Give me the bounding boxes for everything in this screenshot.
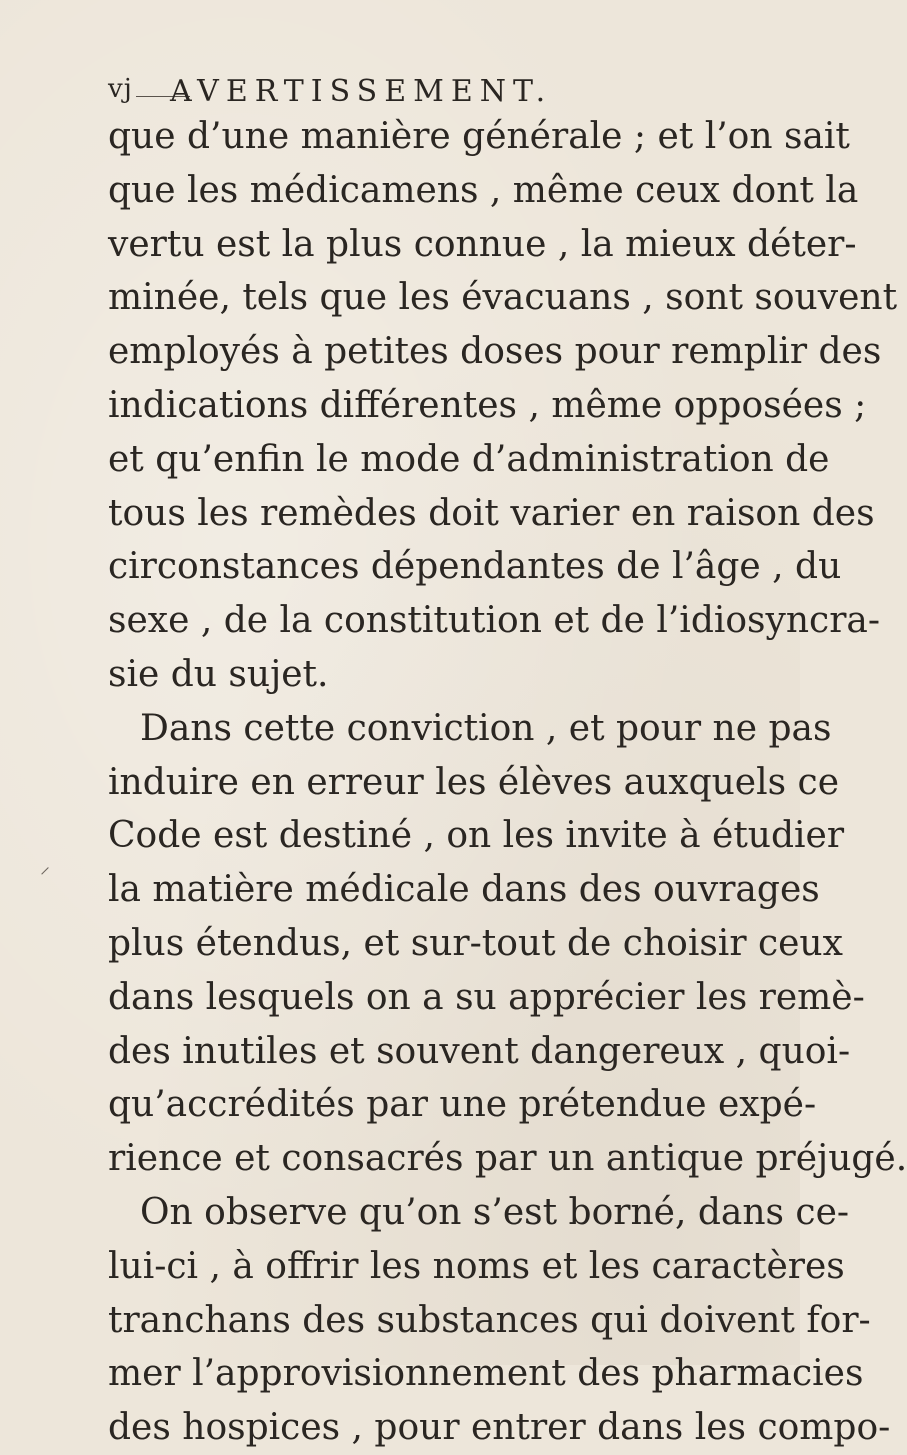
text-line: On observe qu’on s’est borné, dans ce-: [140, 1191, 850, 1233]
text-line: tranchans des substances qui doivent for-: [108, 1299, 871, 1341]
text-line: qu’accrédités par une prétendue expé-: [108, 1084, 817, 1126]
page-number: vj: [108, 74, 133, 104]
text-line: des hospices , pour entrer dans les compo-: [108, 1407, 891, 1449]
text-line: la matière médicale dans des ouvrages: [108, 869, 820, 911]
text-line: rience et consacrés par un antique préjugé.: [108, 1138, 907, 1180]
text-line: sie du sujet.: [108, 653, 329, 695]
text-line: induire en erreur les élèves auxquels ce: [108, 761, 840, 803]
text-line: dans lesquels on a su apprécier les remè-: [108, 976, 865, 1018]
text-line: indications différentes , même opposées ;: [108, 384, 867, 426]
page-header: [108, 74, 708, 114]
text-line: employés à petites doses pour remplir des: [108, 331, 882, 373]
margin-mark-icon: ⸝: [40, 854, 50, 878]
text-line: vertu est la plus connue , la mieux déter-: [108, 223, 857, 265]
text-line: minée, tels que les évacuans , sont souvent: [108, 277, 898, 319]
running-head: AVERTISSEMENT.: [170, 74, 553, 109]
text-line: que d’une manière générale ; et l’on sait: [108, 116, 850, 157]
text-line: Dans cette conviction , et pour ne pas: [140, 707, 832, 749]
text-line: que les médicamens , même ceux dont la: [108, 169, 859, 211]
body-text: [108, 110, 907, 1455]
text-line: mer l’approvisionnement des pharmacies: [108, 1353, 864, 1395]
text-line: et qu’enfin le mode d’administration de: [108, 438, 830, 480]
text-line: des inutiles et souvent dangereux , quoi-: [108, 1030, 851, 1072]
text-line: lui-ci , à offrir les noms et les caractères: [108, 1245, 845, 1287]
text-line: tous les remèdes doit varier en raison des: [108, 492, 875, 534]
text-line: circonstances dépendantes de l’âge , du: [108, 546, 842, 588]
text-line: plus étendus, et sur-tout de choisir ceux: [108, 922, 843, 964]
text-line: Code est destiné , on les invite à étudier: [108, 815, 845, 857]
text-line: sexe , de la constitution et de l’idiosyncra-: [108, 600, 881, 642]
